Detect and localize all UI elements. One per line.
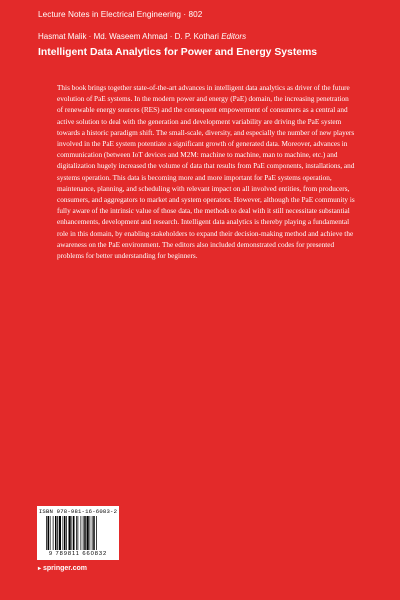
book-title: Intelligent Data Analytics for Power and Energy Systems: [38, 47, 318, 58]
publisher-url: [38, 565, 87, 572]
barcode-bar: [83, 516, 84, 550]
barcode-bar: [87, 516, 89, 550]
barcode-bar: [81, 516, 82, 550]
barcode-bar: [57, 516, 58, 550]
series-line: [38, 10, 202, 19]
barcode-bar: [72, 516, 73, 550]
series-name: Lecture Notes in Electrical Engineering: [38, 10, 182, 19]
barcode-bar: [63, 516, 64, 550]
barcode-bar: [78, 516, 79, 550]
barcode-bar: [46, 516, 47, 550]
barcode-bar: [90, 516, 91, 550]
barcode-bar: [48, 516, 50, 550]
editor-names: Hasmat Malik · Md. Waseem Ahmad · D. P. Kothari: [38, 32, 219, 41]
barcode-bar: [59, 516, 61, 550]
barcode-bar: [64, 516, 66, 550]
publisher-url-text: springer.com: [43, 565, 87, 572]
barcode-bar: [96, 516, 97, 550]
barcode-digits: 9 789811 660832: [48, 551, 108, 557]
editors-label: Editors: [221, 32, 247, 41]
barcode-bar: [55, 516, 57, 550]
series-volume: 802: [188, 10, 203, 19]
barcode-bar: [66, 516, 67, 550]
barcode-bar: [69, 516, 71, 550]
barcode-bar: [50, 516, 51, 550]
barcode-bar: [84, 516, 86, 550]
isbn-barcode: [37, 506, 119, 560]
barcode-bars: [45, 516, 115, 550]
editors-line: [38, 32, 246, 41]
isbn-number: ISBN 978-981-16-6083-2: [38, 508, 118, 515]
barcode-bar: [53, 516, 54, 550]
series-separator: ·: [181, 10, 189, 19]
barcode-bar: [73, 516, 75, 550]
barcode-bar: [93, 516, 95, 550]
barcode-bar: [76, 516, 77, 550]
barcode-bar: [92, 516, 93, 550]
book-description: This book brings together state-of-the-art advances in intelligent data analytics as driver of the future evolution of PaE systems. In the modern power and energy (PaE) domain, the increasing penetration of renewable energy sources (RES) and the consequent empowerment of consumers as a central and active solution to deal with the generation and development variability are driving the PaE system towards a historic paradigm shift. The small-scale, diversity, and especially the number of new players involved in the PaE system potentiate a significant growth of generated data. Moreover, advances in communication (between IoT devices and M2M: machine to machine, man to machine, etc.) and digitalization hugely increased the volume of data that results from PaE components, installations, and systems operation. This data is becoming more and more important for PaE systems operation, maintenance, planning, and scheduling with relevant impact on all involved entities, from producers, consumers, and aggregators to market and system operators. However, although the PaE community is fully aware of the intrinsic value of those data, the methods to deal with it still necessitate substantial enhancements, development and research. Intelligent data analytics is thereby playing a fundamental role in this domain, by enabling stakeholders to expand their decision-making method and achieve the awareness on the PaE environment. The editors also included demonstrated codes for presented problems for better understanding for beginners.: [57, 84, 355, 261]
arrow-icon: ▸: [38, 566, 42, 572]
